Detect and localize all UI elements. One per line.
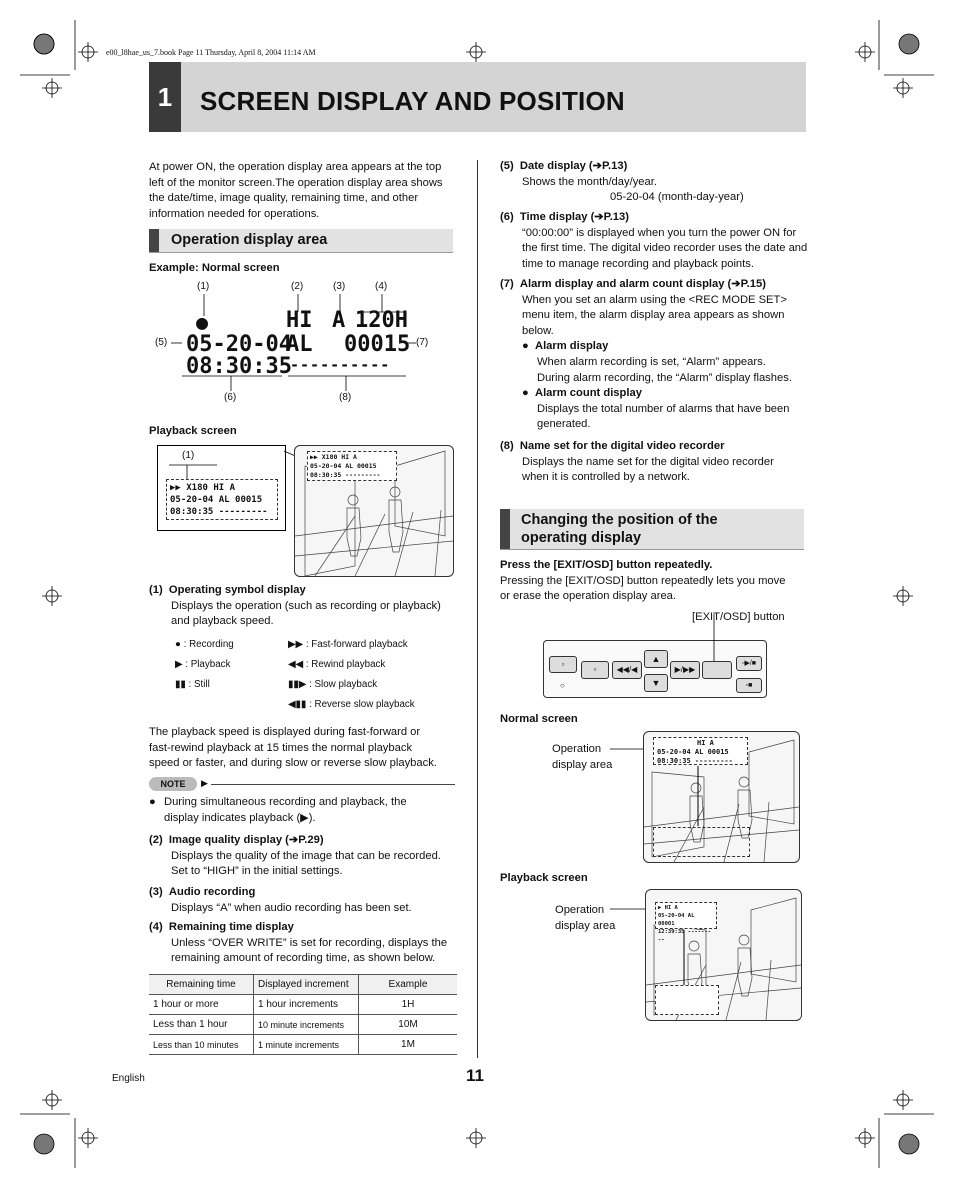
record-button[interactable]: ▫■: [736, 678, 762, 693]
speed-text: The playback speed is displayed during fast-forward or fast-rewind playback at 15 times the normal playback speed or faster, and during slow or reverse slow playback.: [149, 726, 437, 770]
up-button[interactable]: ▲: [644, 650, 668, 668]
bullet-icon: ●: [522, 340, 529, 353]
section-title: Operation display area: [171, 232, 328, 248]
still-icon: ▮▮: [175, 679, 186, 690]
normal-screen-label: Operation display area: [552, 743, 613, 771]
control-panel: [543, 640, 767, 698]
audio-display: A: [332, 308, 346, 333]
playback-display-area-mini: ▶▶ X180 HI A 05-20-04 AL 00015 08:30:35 ---------: [307, 451, 397, 481]
bullet-icon: ●: [522, 387, 529, 400]
callout-6: (6): [224, 392, 237, 403]
playback-callout-1: (1): [182, 450, 195, 461]
playback-screen2-heading: Playback screen: [500, 872, 588, 884]
section-title-2: Changing the position of the operating display: [521, 512, 718, 546]
name-display: ----------: [290, 356, 391, 374]
normal-screen-diagram: [150, 278, 450, 408]
panel-button-2[interactable]: ▫: [581, 661, 609, 679]
callout-3: (3): [333, 281, 346, 292]
normal-monitor: [643, 731, 800, 863]
alarm-count-display: 00015: [344, 332, 411, 357]
normal-display-area: HI A 05-20-04 AL 00015 08:30:35 ---------: [653, 737, 748, 765]
play-stop-button[interactable]: ▫▶/■: [736, 656, 762, 671]
exit-osd-label: [EXIT/OSD] button: [692, 611, 785, 623]
callout-5: (5): [155, 337, 168, 348]
bullet-icon: ●: [149, 796, 156, 808]
item-2: (2) Image quality display (➔P.29) Displays the quality of the image that can be recorded. Set to “HIGH” in the initial settings.: [149, 834, 441, 878]
note-arrow-icon: ▶: [201, 778, 208, 788]
reverse-slow-icon: ◀▮▮: [288, 699, 307, 710]
slow-play-icon: ▮▮▶: [288, 679, 307, 690]
power-led-icon: ○: [560, 681, 565, 690]
table-header-row: Remaining time Displayed increment Example: [149, 975, 457, 995]
panel-button[interactable]: ▫: [549, 656, 577, 673]
remaining-time-table: [149, 974, 457, 1055]
section-operation-display: [149, 229, 453, 253]
item-4: (4) Remaining time display Unless “OVER WRITE” is set for recording, displays the remaining amount of recording time, as shown below.: [149, 921, 448, 965]
symbol-legend: ● : Recording ▶▶ : Fast-forward playback ▶ : Playback ◀◀ : Rewind playback ▮▮ : Still ▮▮▶ : Slow playback ◀▮▮ : Reverse slow playback: [175, 639, 415, 710]
playback-display-area-2-bottom: [655, 985, 719, 1015]
time-display: 08:30:35: [186, 354, 292, 379]
section-changing-position: [500, 509, 804, 550]
playback-display-area: ▶▶ X180 HI A 05-20-04 AL 00015 08:30:35 ---------: [166, 479, 278, 520]
remaining-display: 120H: [355, 308, 408, 333]
normal-display-area-bottom: [653, 827, 750, 857]
item-5: (5) Date display (➔P.13) Shows the month/day/year. 05-20-04 (month-day-year): [500, 160, 744, 204]
press-instruction: Press the [EXIT/OSD] button repeatedly. Pressing the [EXIT/OSD] button repeatedly lets you move or erase the operation display area.: [500, 559, 786, 603]
chapter-number: 1: [149, 62, 181, 132]
item-6: (6) Time display (➔P.13) “00:00:00” is displayed when you turn the power ON for the first time. The digital video recorder uses the date and time to manage recording and playback points.: [500, 211, 808, 270]
fast-forward-icon: ▶▶: [288, 639, 304, 650]
table-row: Less than 10 minutes 1 minute increments 1M: [149, 1035, 457, 1055]
rewind-button[interactable]: ◀◀/◀: [612, 661, 642, 679]
date-display: 05-20-04: [186, 332, 292, 357]
callout-1: (1): [197, 281, 210, 292]
rewind-icon: ◀◀: [288, 659, 304, 670]
example-normal-heading: Example: Normal screen: [149, 262, 280, 274]
note-body: ● During simultaneous recording and playback, the display indicates playback (▶).: [149, 796, 407, 824]
record-icon: ●: [175, 639, 181, 650]
play-icon: ▶: [175, 659, 183, 670]
playback-monitor: [645, 889, 802, 1021]
callout-7: (7): [416, 337, 429, 348]
item-8: (8) Name set for the digital video recorder Displays the name set for the digital video recorder when it is controlled by a network.: [500, 440, 774, 484]
playback-screen-heading: Playback screen: [149, 425, 237, 437]
item-3: (3) Audio recording Displays “A” when audio recording has been set.: [149, 886, 412, 914]
exit-osd-button[interactable]: [702, 661, 732, 679]
quality-display: HI: [286, 308, 313, 333]
monitor-illustration: [294, 445, 454, 577]
column-divider: [477, 160, 478, 1058]
callout-2: (2): [291, 281, 304, 292]
playback-screen2-label: Operation display area: [555, 904, 616, 932]
note-header: [149, 777, 455, 791]
item-1: (1) Operating symbol display Displays the operation (such as recording or playback) and playback speed.: [149, 584, 441, 628]
down-button[interactable]: ▼: [644, 674, 668, 692]
page-title: SCREEN DISPLAY AND POSITION: [200, 86, 625, 116]
page-number: 11: [466, 1066, 484, 1085]
playback-screen-diagram: [157, 445, 457, 575]
playback-display-area-2: ▶ HI A 05-20-04 AL 00001 12:39:35 ---------: [655, 902, 717, 929]
note-label: NOTE: [149, 777, 197, 791]
callout-8: (8): [339, 392, 352, 403]
item-num: (1): [149, 584, 163, 596]
intro-text: At power ON, the operation display area appears at the top left of the monitor screen.The operation display area shows the date/time, image quality, remaining time, and other information needed for operations.: [149, 161, 443, 220]
callout-4: (4): [375, 281, 388, 292]
record-dot: ●: [196, 310, 209, 334]
item-title: Operating symbol display: [168, 584, 306, 596]
table-row: 1 hour or more 1 hour increments 1H: [149, 995, 457, 1015]
footer-language: English: [112, 1073, 145, 1084]
item-7: (7) Alarm display and alarm count display (➔P.15) When you set an alarm using the <REC MODE SET> menu item, the alarm display area appears as shown below. ● Alarm display When alarm recording is set, “Alarm” appears. During alarm recording, the “Alarm” display flashes. ● Alarm count display Displays the total number of alarms that have been generated.: [500, 278, 792, 431]
forward-button[interactable]: ▶/▶▶: [670, 661, 700, 679]
normal-screen-heading: Normal screen: [500, 713, 578, 725]
print-header: e00_l8hae_us_7.book Page 11 Thursday, April 8, 2004 11:14 AM: [106, 48, 316, 57]
table-row: Less than 1 hour 10 minute increments 10M: [149, 1015, 457, 1035]
alarm-display: AL: [286, 332, 313, 357]
